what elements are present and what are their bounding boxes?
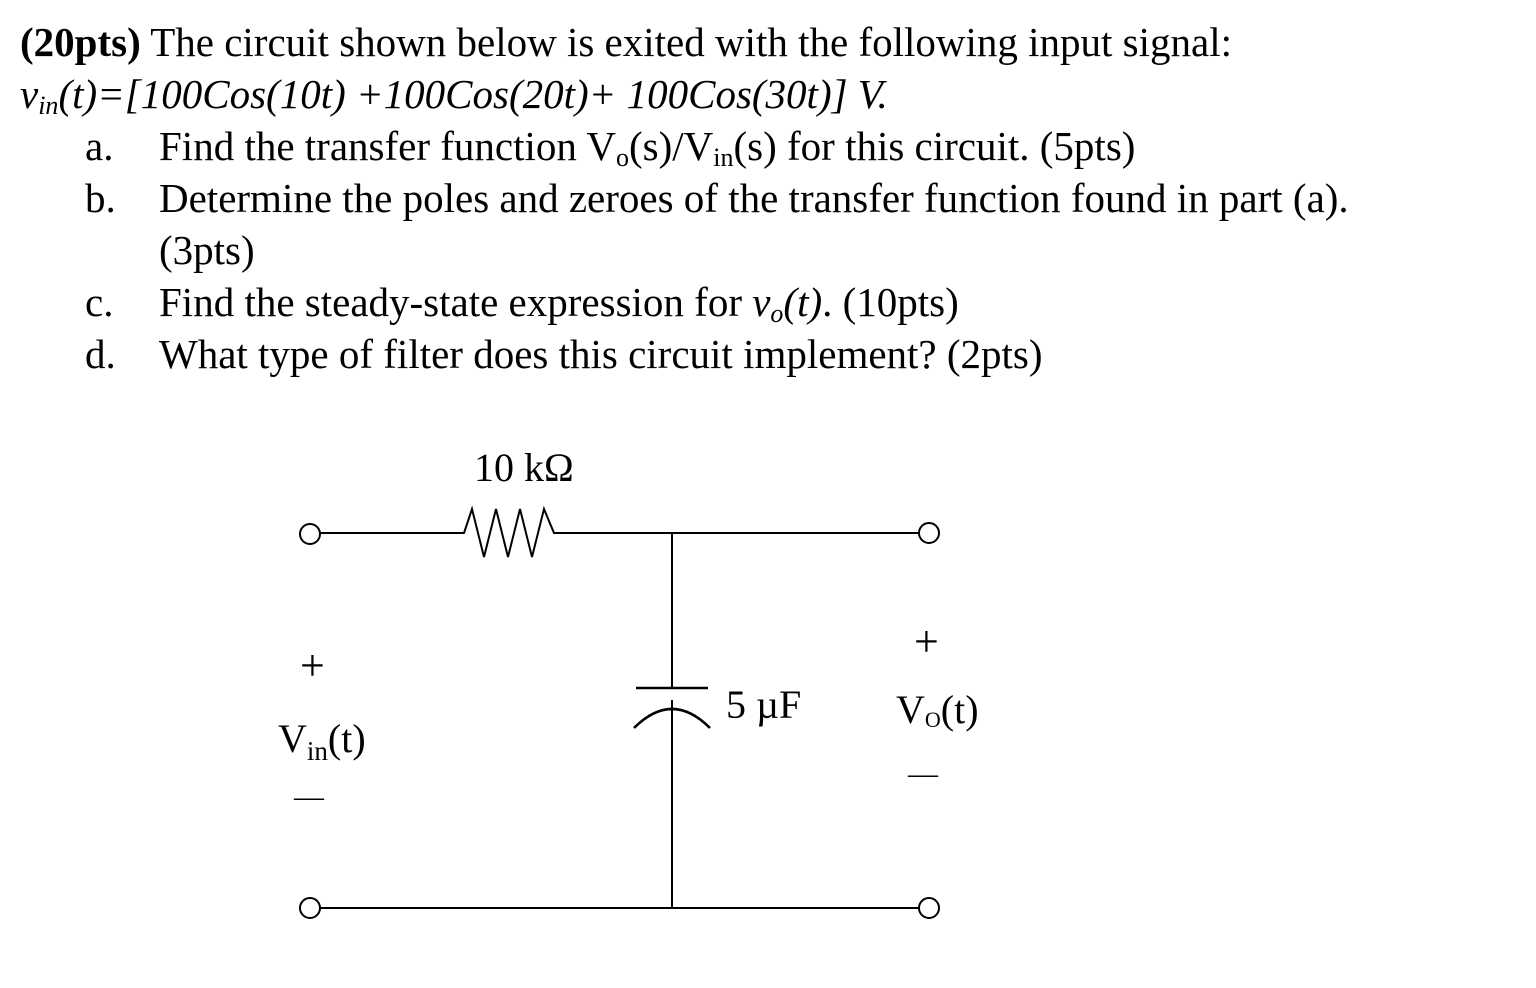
part-c-marker: c. [85, 279, 114, 325]
part-b-marker: b. [85, 175, 116, 221]
output-terminal-bottom [919, 898, 939, 918]
part-b-continuation: (3pts) [159, 227, 255, 273]
input-terminal-top [300, 524, 320, 544]
problem-points: (20pts) [20, 19, 141, 65]
part-a: a. Find the transfer function $V_o(s)/V_{in}(s)$ for this circuit. (5pts) [85, 120, 1135, 184]
part-b: b. Determine the poles and zeroes of the transfer function found in part (a). [85, 172, 1349, 224]
resistor-label: 10 kΩ [474, 445, 574, 490]
part-d: d. What type of filter does this circuit implement? (2pts) [85, 328, 1043, 380]
output-terminal-top [919, 523, 939, 543]
part-c: c. Find the steady-state expression for $v_o(t)$. (10pts) [85, 276, 959, 340]
capacitor-label: 5 µF [726, 682, 802, 727]
input-signal-equation: $v_{in}(t)=[100Cos(10t) +100Cos(20t)+ 100Cos(30t)]$ V. [20, 71, 888, 120]
input-terminal-bottom [300, 898, 320, 918]
part-a-marker: a. [85, 123, 114, 169]
output-voltage-label: $V_O(t)$ [896, 687, 979, 732]
part-d-marker: d. [85, 331, 116, 377]
output-minus-sign: — [908, 757, 938, 790]
input-minus-sign: — [294, 780, 324, 813]
problem-intro: The circuit shown below is exited with the following input signal: [140, 19, 1233, 65]
input-plus-sign: + [300, 641, 325, 690]
input-voltage-label: $V_{in}(t)$ [278, 716, 366, 766]
output-plus-sign: + [914, 617, 939, 666]
resistor [455, 509, 568, 557]
